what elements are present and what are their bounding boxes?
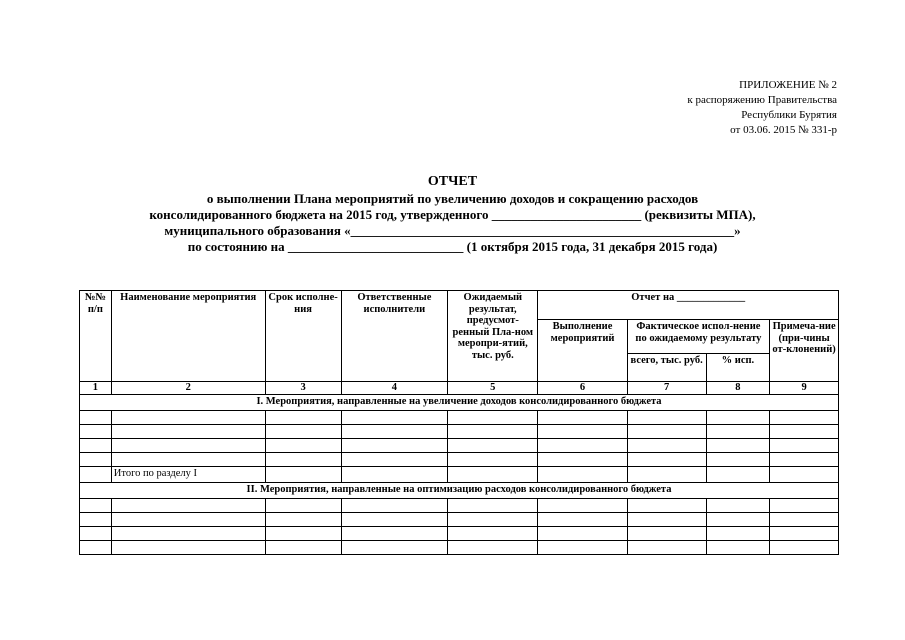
column-number: 7 (627, 382, 706, 395)
column-number: 3 (265, 382, 341, 395)
column-number: 6 (538, 382, 627, 395)
table-row (80, 438, 839, 452)
header-col-total: всего, тыс. руб. (627, 354, 706, 382)
appendix-title: ПРИЛОЖЕНИЕ № 2 (739, 79, 837, 91)
table-row (80, 424, 839, 438)
header-col-number: №№ п/п (80, 291, 112, 382)
appendix-line-order: к распоряжению Правительства (687, 94, 837, 106)
report-title: ОТЧЕТ (427, 174, 478, 189)
section-2-heading: II. Мероприятия, направленные на оптимизацию расходов консолидированного бюджета (80, 482, 839, 498)
header-col-expected: Ожидаемый результат, предусмот-ренный Пла-ном меропри-ятий, тыс. руб. (448, 291, 538, 382)
column-number: 5 (448, 382, 538, 395)
table-row (80, 452, 839, 466)
column-number: 4 (341, 382, 448, 395)
table-row (80, 498, 839, 512)
report-subtitle-line2: консолидированного бюджета на 2015 год, утвержденного _______________________ (реквизиты МПА), (149, 207, 756, 222)
header-col-note: Примеча-ние (при-чины от-клонений) (770, 320, 839, 382)
header-col-percent: % исп. (706, 354, 770, 382)
section-1-total-row (80, 466, 839, 482)
report-subtitle-line3: муниципального образования «___________________________________________________________» (164, 223, 741, 238)
table-row (80, 410, 839, 424)
table-row (80, 540, 839, 554)
column-number: 8 (706, 382, 770, 395)
section-2-row (80, 482, 839, 498)
report-title-block (60, 174, 845, 255)
section-1-heading: I. Мероприятия, направленные на увеличение доходов консолидированного бюджета (80, 394, 839, 410)
report-subtitle-line4: по состоянию на ___________________________ (1 октября 2015 года, 31 декабря 2015 года) (187, 239, 718, 254)
table-row (80, 526, 839, 540)
header-col-name: Наименование мероприятия (111, 291, 265, 382)
appendix-block (577, 78, 837, 138)
header-report-on: Отчет на _____________ (538, 291, 839, 320)
section-1-row (80, 394, 839, 410)
header-col-deadline: Срок исполне-ния (265, 291, 341, 382)
header-actual-execution: Фактическое испол-нение по ожидаемому результату (627, 320, 770, 354)
report-table-wrapper (79, 290, 839, 555)
report-subtitle-line1: о выполнении Плана мероприятий по увеличению доходов и сокращению расходов (206, 191, 699, 206)
section-1-total-label: Итого по разделу I (111, 466, 265, 482)
header-col-execution: Выполнение мероприятий (538, 320, 627, 382)
table-row (80, 512, 839, 526)
column-number-row (80, 382, 839, 395)
header-col-responsible: Ответственные исполнители (341, 291, 448, 382)
column-number: 2 (111, 382, 265, 395)
appendix-line-republic: Республики Бурятия (741, 109, 837, 121)
appendix-line-date: от 03.06. 2015 № 331-р (730, 124, 837, 136)
header-row-1 (80, 291, 839, 320)
column-number: 1 (80, 382, 112, 395)
report-table (79, 290, 839, 555)
column-number: 9 (770, 382, 839, 395)
